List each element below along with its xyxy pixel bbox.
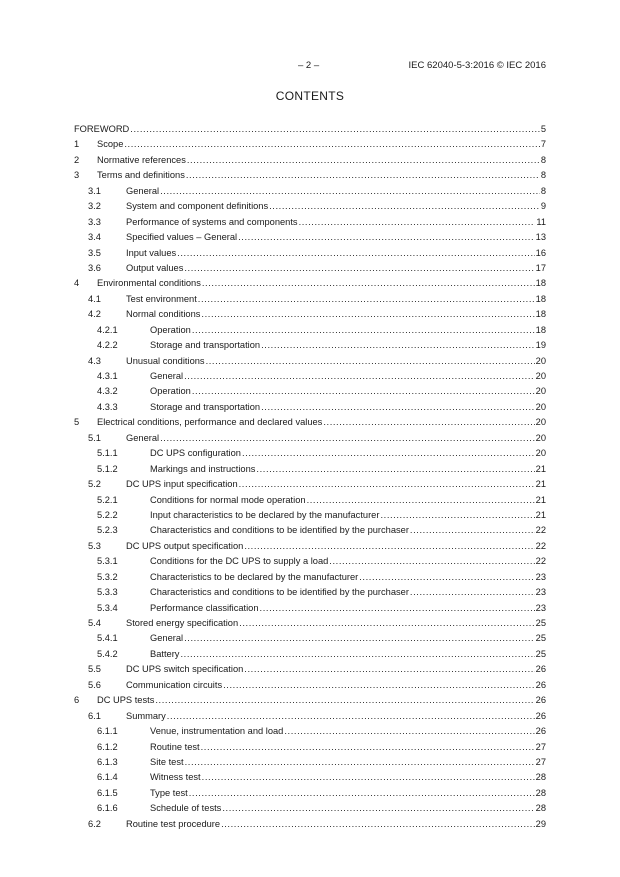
- toc-entry[interactable]: [74, 523, 546, 538]
- toc-entry-number: 6.1.5: [97, 787, 118, 798]
- toc-entry[interactable]: [74, 246, 546, 261]
- toc-entry-title: Performance of systems and components: [126, 216, 298, 227]
- toc-entry-title: Input characteristics to be declared by the manufacturer: [150, 509, 380, 520]
- toc-entry-page: 21: [535, 494, 546, 505]
- dot-leader: [221, 817, 535, 832]
- toc-entry[interactable]: [74, 477, 546, 492]
- toc-entry-page: 8: [540, 185, 546, 196]
- toc-entry[interactable]: [74, 338, 546, 353]
- toc-entry-number: 3.6: [88, 262, 101, 273]
- toc-entry-title: Routine test: [150, 741, 200, 752]
- dot-leader: [359, 570, 534, 585]
- dot-leader: [189, 786, 535, 801]
- toc-entry-page: 23: [535, 571, 546, 582]
- dot-leader: [192, 323, 535, 338]
- dot-leader: [222, 801, 534, 816]
- toc-entry-page: 20: [535, 401, 546, 412]
- toc-entry-page: 22: [535, 525, 546, 536]
- toc-entry-title: DC UPS output specification: [126, 540, 244, 551]
- dot-leader: [184, 631, 535, 646]
- toc-entry-title: Environmental conditions: [97, 278, 201, 289]
- toc-entry-page: 9: [540, 201, 546, 212]
- dot-leader: [261, 400, 535, 415]
- toc-entry-title: Stored energy specification: [126, 618, 239, 628]
- dot-leader: [184, 261, 534, 276]
- toc-entry-page: 18: [535, 309, 546, 320]
- toc-entry-title: Unusual conditions: [126, 355, 205, 366]
- toc-entry-page: 28: [535, 787, 546, 798]
- toc-entry[interactable]: [74, 616, 546, 631]
- toc-entry[interactable]: [74, 122, 546, 137]
- page-title: CONTENTS: [275, 89, 345, 103]
- dot-leader: [323, 415, 534, 430]
- toc-entry-number: 5.1.2: [97, 463, 118, 474]
- toc-entry[interactable]: [74, 817, 546, 832]
- toc-entry-page: 7: [540, 139, 546, 150]
- toc-entry-number: 5.2.3: [97, 525, 118, 536]
- dot-leader: [177, 246, 535, 261]
- toc-entry[interactable]: [74, 323, 546, 338]
- toc-entry[interactable]: [74, 678, 546, 693]
- toc-entry-title: DC UPS configuration: [150, 448, 241, 459]
- toc-entry-title: Operation: [150, 324, 191, 335]
- toc-entry[interactable]: [74, 631, 546, 646]
- dot-leader: [299, 215, 536, 230]
- toc-entry-number: 4.2.1: [97, 324, 118, 335]
- toc-entry-number: 2: [74, 154, 80, 165]
- toc-entry-page: 21: [535, 509, 546, 520]
- toc-entry-number: 3.1: [88, 185, 101, 196]
- dot-leader: [192, 384, 535, 399]
- toc-entry-title: Communication circuits: [126, 679, 223, 690]
- toc-entry-page: 19: [535, 340, 546, 351]
- toc-entry-page: 29: [535, 818, 546, 829]
- dot-leader: [284, 724, 534, 739]
- toc-entry-page: 28: [535, 772, 546, 783]
- toc-entry-title: Summary: [126, 710, 166, 721]
- toc-entry[interactable]: [74, 662, 546, 677]
- toc-entry-title: DC UPS tests: [97, 695, 155, 706]
- toc-entry-number: 5.2.2: [97, 509, 118, 520]
- toc-entry[interactable]: [74, 693, 546, 708]
- toc-entry-number: 5.3: [88, 540, 101, 551]
- toc-entry-title: Characteristics to be declared by the manufacturer: [150, 571, 359, 582]
- toc-entry-page: 26: [535, 695, 546, 706]
- toc-entry-number: 5.1: [88, 432, 101, 443]
- dot-leader: [307, 493, 535, 508]
- toc-entry-number: 4.3: [88, 355, 101, 366]
- toc-entry-number: 3.5: [88, 247, 101, 258]
- dot-leader: [187, 153, 540, 168]
- toc-entry-number: 3.4: [88, 232, 101, 243]
- toc-entry[interactable]: [74, 709, 546, 724]
- dot-leader: [223, 678, 535, 693]
- toc-entry-number: 3.2: [88, 201, 101, 212]
- toc-entry[interactable]: [74, 724, 546, 739]
- toc-entry-title: Electrical conditions, performance and declared values: [97, 417, 323, 428]
- toc-entry[interactable]: [74, 261, 546, 276]
- toc-entry-number: 5.3.1: [97, 556, 118, 567]
- toc-entry-number: 4: [74, 278, 80, 289]
- toc-entry[interactable]: [74, 601, 546, 616]
- toc-entry-title: Markings and instructions: [150, 463, 256, 474]
- toc-entry-title: Input values: [126, 247, 177, 258]
- toc-entry-number: 3: [74, 170, 80, 181]
- toc-entry-title: System and component definitions: [126, 201, 269, 212]
- toc-entry-title: Terms and definitions: [97, 170, 185, 181]
- toc-entry-number: 5: [74, 417, 80, 428]
- toc-entry[interactable]: [74, 585, 546, 600]
- toc-entry[interactable]: [74, 184, 546, 199]
- toc-entry-number: 5.5: [88, 664, 101, 675]
- toc-entry-page: 22: [535, 556, 546, 567]
- toc-entry-number: 4.3.2: [97, 386, 118, 397]
- toc-entry[interactable]: [74, 431, 546, 446]
- toc-entry-page: 23: [535, 602, 546, 613]
- toc-entry[interactable]: [74, 384, 546, 399]
- toc-entry-number: 4.2.2: [97, 340, 118, 351]
- toc-entry-title: DC UPS input specification: [126, 479, 238, 490]
- dot-leader: [256, 462, 534, 477]
- toc-entry[interactable]: [74, 292, 546, 307]
- dot-leader: [238, 230, 535, 245]
- toc-entry-page: 18: [535, 324, 546, 335]
- toc-entry-page: 21: [535, 463, 546, 474]
- dot-leader: [244, 539, 534, 554]
- toc-entry[interactable]: [74, 755, 546, 770]
- toc-entry[interactable]: [74, 493, 546, 508]
- toc-entry-page: 23: [535, 587, 546, 598]
- toc-entry[interactable]: [74, 801, 546, 816]
- dot-leader: [242, 446, 535, 461]
- dot-leader: [410, 585, 535, 600]
- toc-entry-title: Conditions for the DC UPS to supply a load: [150, 556, 329, 567]
- toc-entry[interactable]: [74, 199, 546, 214]
- toc-entry-title: Routine test procedure: [126, 818, 221, 829]
- toc-entry[interactable]: [74, 153, 546, 168]
- toc-entry-title: FOREWORD: [74, 124, 130, 134]
- toc-entry-title: Operation: [150, 386, 191, 397]
- toc-entry[interactable]: [74, 354, 546, 369]
- toc-entry-page: 5: [540, 124, 546, 134]
- dot-leader: [184, 369, 535, 384]
- toc-entry-number: 5.3.3: [97, 587, 118, 598]
- toc-entry[interactable]: [74, 215, 546, 230]
- toc-entry[interactable]: [74, 400, 546, 415]
- toc-entry-title: Test environment: [126, 293, 197, 304]
- dot-leader: [239, 477, 535, 492]
- toc-entry-page: 26: [535, 664, 546, 675]
- dot-leader: [130, 122, 540, 137]
- toc-entry[interactable]: [74, 230, 546, 245]
- dot-leader: [410, 523, 535, 538]
- toc-entry-title: Type test: [150, 787, 188, 798]
- dot-leader: [124, 137, 539, 152]
- toc-entry-number: 5.2.1: [97, 494, 118, 505]
- toc-entry[interactable]: [74, 276, 546, 291]
- toc-entry-page: 16: [535, 247, 546, 258]
- toc-entry-number: 6.1.4: [97, 772, 118, 783]
- toc-entry-page: 28: [535, 803, 546, 814]
- toc-entry-page: 20: [535, 417, 546, 428]
- toc-entry-page: 18: [535, 293, 546, 304]
- toc-entry-number: 6.1: [88, 710, 101, 721]
- toc-entry-page: 20: [535, 371, 546, 381]
- toc-entry[interactable]: [74, 137, 546, 152]
- toc-entry-title: Normative references: [97, 154, 186, 165]
- toc-entry-page: 25: [535, 648, 546, 659]
- toc-entry-title: Storage and transportation: [150, 401, 261, 412]
- toc-entry-title: Site test: [150, 756, 184, 767]
- toc-entry-title: Schedule of tests: [150, 803, 222, 814]
- page-header: [0, 60, 620, 74]
- toc-entry[interactable]: [74, 570, 546, 585]
- toc-entry-number: 5.3.4: [97, 602, 118, 613]
- toc-entry-page: 26: [535, 726, 546, 737]
- toc-entry[interactable]: [74, 415, 546, 430]
- toc-entry-title: Witness test: [150, 772, 201, 783]
- toc-entry[interactable]: [74, 647, 546, 662]
- toc-entry-page: 20: [535, 386, 546, 397]
- toc-entry-page: 18: [535, 278, 546, 289]
- toc-entry-number: 5.4.1: [97, 633, 118, 644]
- toc-entry[interactable]: [74, 554, 546, 569]
- toc-entry-title: Characteristics and conditions to be identified by the purchaser: [150, 587, 409, 598]
- toc-entry-page: 20: [535, 432, 546, 443]
- toc-entry-number: 6.2: [88, 818, 101, 829]
- toc-entry-number: 5.3.2: [97, 571, 118, 582]
- toc-entry[interactable]: [74, 539, 546, 554]
- toc-entry[interactable]: [74, 168, 546, 183]
- toc-entry[interactable]: [74, 508, 546, 523]
- toc-entry-title: Normal conditions: [126, 309, 201, 320]
- dot-leader: [201, 307, 534, 322]
- toc-entry-title: Output values: [126, 262, 184, 273]
- dot-leader: [185, 755, 535, 770]
- toc-entry-number: 5.2: [88, 479, 101, 490]
- toc-entry-page: 21: [535, 479, 546, 490]
- toc-entry-title: General: [150, 633, 184, 644]
- dot-leader: [160, 184, 540, 199]
- toc-entry-title: Performance classification: [150, 602, 259, 613]
- toc-entry-number: 5.4.2: [97, 648, 118, 659]
- toc-entry-page: 22: [535, 540, 546, 551]
- page-number: – 2 –: [298, 60, 320, 71]
- toc-entry-title: General: [126, 185, 160, 196]
- dot-leader: [160, 431, 535, 446]
- dot-leader: [269, 199, 540, 214]
- toc-entry-number: 4.3.1: [97, 371, 118, 381]
- toc-entry-number: 6: [74, 695, 80, 706]
- dot-leader: [260, 601, 535, 616]
- toc-entry-number: 3.3: [88, 216, 101, 227]
- toc-entry-title: Storage and transportation: [150, 340, 261, 351]
- toc-entry-page: 20: [535, 448, 546, 459]
- table-of-contents: [74, 122, 546, 832]
- toc-entry-page: 8: [540, 154, 546, 165]
- toc-entry[interactable]: [74, 786, 546, 801]
- toc-entry-number: 5.6: [88, 679, 101, 690]
- toc-entry-page: 17: [535, 262, 546, 273]
- toc-entry-number: 4.3.3: [97, 401, 118, 412]
- toc-entry-title: Specified values – General: [126, 232, 238, 243]
- toc-entry-page: 20: [535, 355, 546, 366]
- toc-entry-title: Venue, instrumentation and load: [150, 726, 284, 737]
- toc-entry-number: 4.2: [88, 309, 101, 320]
- dot-leader: [380, 508, 534, 523]
- dot-leader: [202, 770, 535, 785]
- toc-entry-title: Scope: [97, 139, 124, 150]
- toc-entry-page: 26: [535, 679, 546, 690]
- toc-entry-title: Battery: [150, 648, 180, 659]
- toc-entry-number: 6.1.2: [97, 741, 118, 752]
- toc-entry-number: 1: [74, 139, 80, 150]
- dot-leader: [198, 292, 535, 307]
- toc-entry-page: 13: [535, 232, 546, 243]
- dot-leader: [244, 662, 534, 677]
- toc-entry[interactable]: [74, 369, 546, 384]
- toc-entry[interactable]: [74, 770, 546, 785]
- toc-entry[interactable]: [74, 307, 546, 322]
- toc-entry-number: 5.1.1: [97, 448, 118, 459]
- dot-leader: [202, 276, 535, 291]
- dot-leader: [167, 709, 535, 724]
- toc-entry-number: 5.4: [88, 618, 101, 628]
- dot-leader: [155, 693, 534, 708]
- toc-entry[interactable]: [74, 446, 546, 461]
- dot-leader: [239, 616, 535, 631]
- toc-entry-number: 6.1.3: [97, 756, 118, 767]
- toc-entry-page: 25: [535, 633, 546, 644]
- toc-entry-page: 26: [535, 710, 546, 721]
- toc-entry-page: 25: [535, 618, 546, 628]
- toc-entry-title: General: [126, 432, 160, 443]
- toc-entry-page: 27: [535, 741, 546, 752]
- dot-leader: [261, 338, 535, 353]
- dot-leader: [180, 647, 534, 662]
- dot-leader: [201, 740, 535, 755]
- toc-entry-title: Characteristics and conditions to be identified by the purchaser: [150, 525, 409, 536]
- toc-entry[interactable]: [74, 740, 546, 755]
- toc-entry-page: 11: [536, 216, 546, 227]
- dot-leader: [206, 354, 535, 369]
- toc-entry-page: 8: [540, 170, 546, 181]
- toc-entry-number: 4.1: [88, 293, 101, 304]
- dot-leader: [186, 168, 540, 183]
- toc-entry-title: General: [150, 371, 184, 381]
- document-id: IEC 62040-5-3:2016 © IEC 2016: [408, 60, 546, 71]
- toc-entry-title: Conditions for normal mode operation: [150, 494, 306, 505]
- toc-entry-number: 6.1.1: [97, 726, 118, 737]
- toc-entry[interactable]: [74, 462, 546, 477]
- toc-entry-title: DC UPS switch specification: [126, 664, 244, 675]
- toc-entry-page: 27: [535, 756, 546, 767]
- dot-leader: [329, 554, 534, 569]
- toc-entry-number: 6.1.6: [97, 803, 118, 814]
